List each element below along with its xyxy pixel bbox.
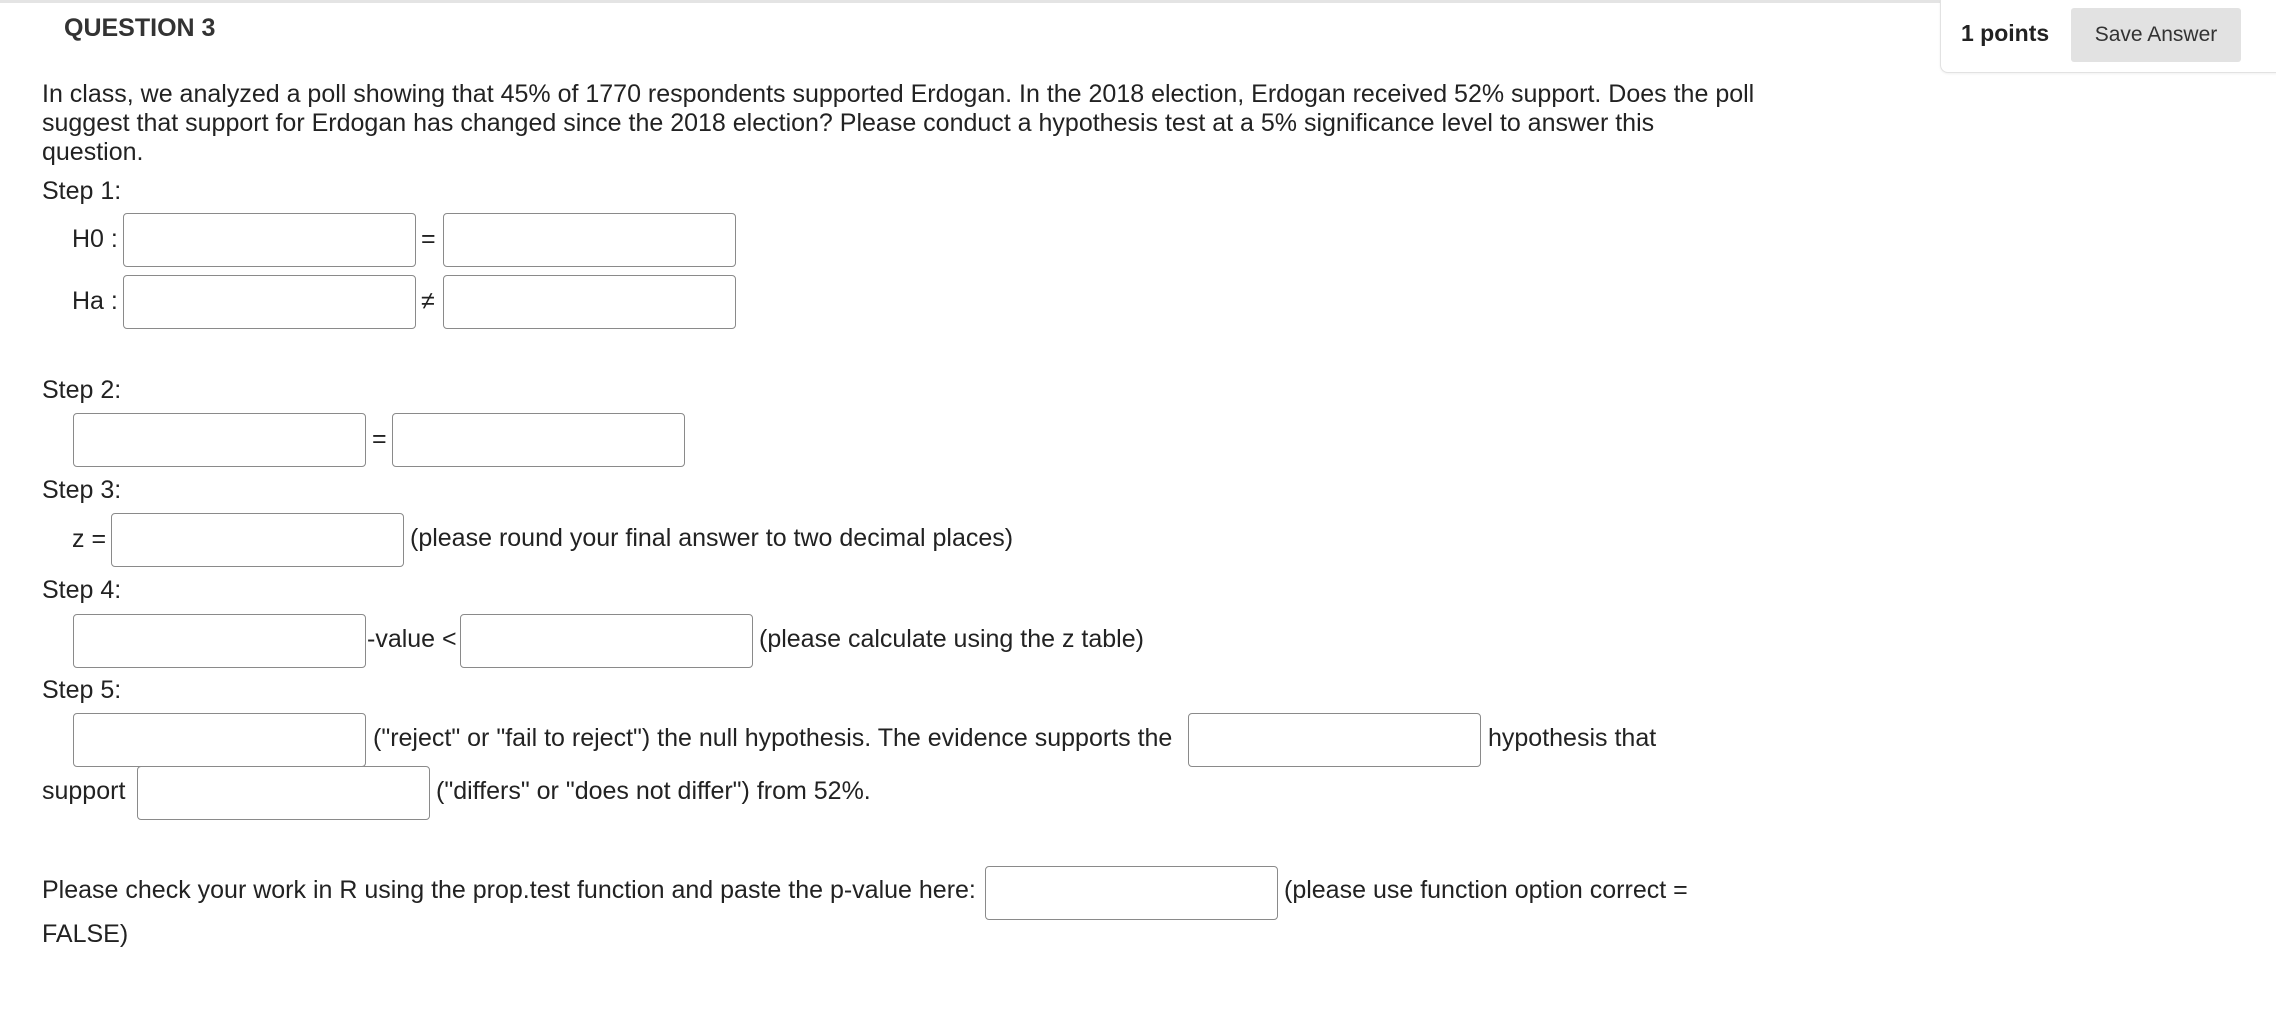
step4-label: Step 4: [42,576,122,604]
h0-left-input[interactable] [123,213,416,267]
question-text: In class, we analyzed a poll showing that 45% of 1770 respondents supported Erdogan. In the 2018 election, Erdogan received 52% support. Does the poll suggest that support for Erdogan has changed since the 2018 election? Please conduct a hypothesis test at a 5% significance level to answer this question. [42,80,1755,166]
h0-label: H0 : [72,225,118,253]
step4-right-input[interactable] [460,614,753,668]
step2-equals: = [372,425,387,453]
points-panel [1940,0,2276,73]
step5-text-1: ("reject" or "fail to reject") the null hypothesis. The evidence supports the [373,724,1173,752]
which-hypothesis-input[interactable] [1188,713,1481,767]
z-label: z = [72,525,107,553]
step4-left-input[interactable] [73,614,366,668]
points-label: 1 points [1961,20,2050,46]
support-label: support [42,777,126,805]
rcheck-text-3: FALSE) [42,920,129,948]
ha-left-input[interactable] [123,275,416,329]
step5-text-2: hypothesis that [1488,724,1657,752]
step4-hint: (please calculate using the z table) [759,625,1144,653]
step3-hint: (please round your final answer to two decimal places) [410,524,1014,552]
rcheck-text-2: (please use function option correct = [1284,876,1688,904]
decision-input[interactable] [73,713,366,767]
pvalue-input[interactable] [985,866,1278,920]
z-input[interactable] [111,513,404,567]
step2-right-input[interactable] [392,413,685,467]
step2-label: Step 2: [42,376,122,404]
rcheck-text-1: Please check your work in R using the prop.test function and paste the p-value here: [42,876,976,904]
step1-label: Step 1: [42,177,122,205]
step4-value-text: -value < [367,625,457,653]
differs-input[interactable] [137,766,430,820]
h0-right-input[interactable] [443,213,736,267]
ha-right-input[interactable] [443,275,736,329]
ha-label: Ha : [72,287,118,315]
step5-text-3: ("differs" or "does not differ") from 52%. [436,777,871,805]
save-answer-button[interactable]: Save Answer [2071,8,2241,62]
step2-left-input[interactable] [73,413,366,467]
question-title: QUESTION 3 [64,14,216,42]
step5-label: Step 5: [42,676,122,704]
step3-label: Step 3: [42,476,122,504]
h0-equals: = [421,225,436,253]
top-divider [0,0,2276,3]
ha-not-equal: ≠ [421,287,435,315]
